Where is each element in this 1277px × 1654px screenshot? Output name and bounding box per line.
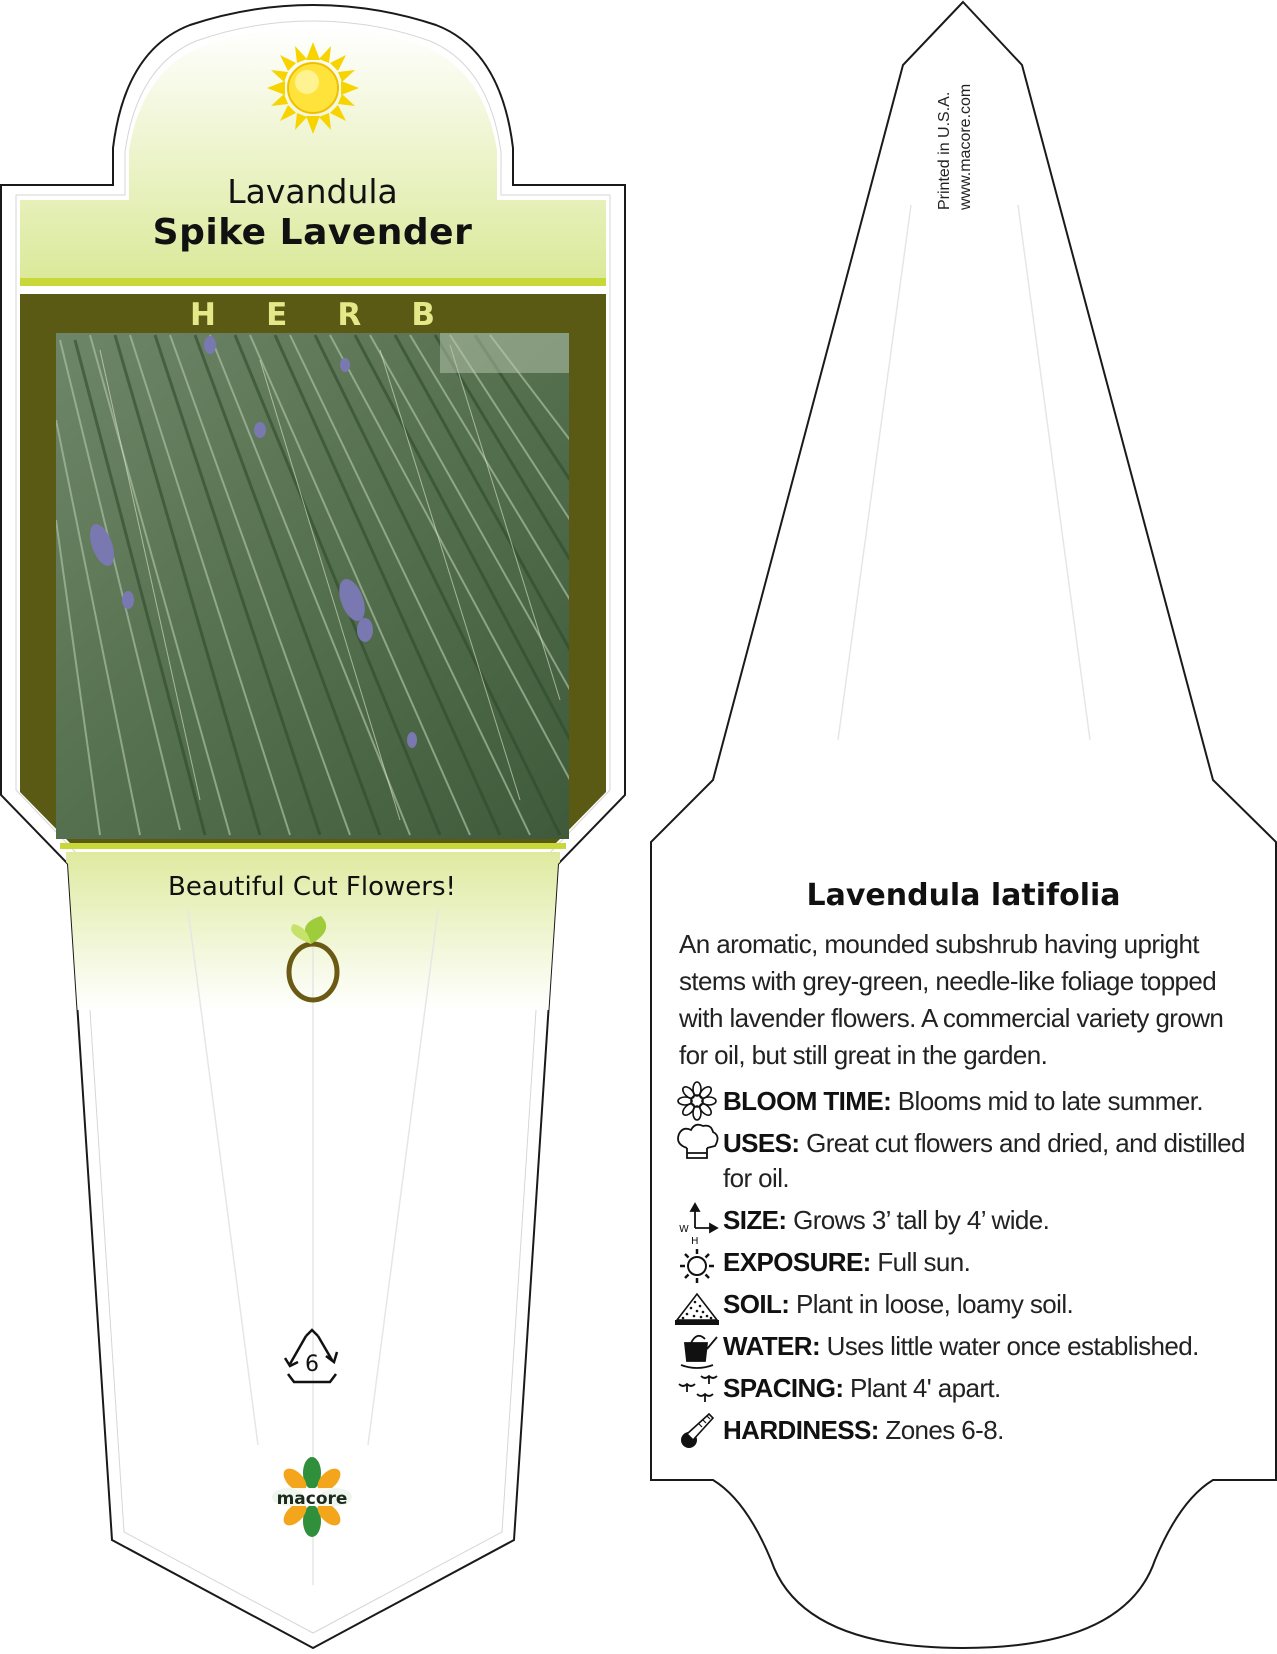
printed-line: Printed in U.S.A. [936,91,953,210]
attr-uses [679,1126,1254,1196]
category-letter: B [411,297,435,333]
attr-label: SPACING: [723,1373,844,1403]
attr-size [679,1203,1254,1238]
attr-spacing [679,1371,1254,1406]
printed-info [934,84,976,210]
svg-text:W: W [679,1224,689,1235]
attr-value: Grows 3’ tall by 4’ wide. [786,1205,1050,1235]
category-letter: R [337,297,362,333]
attr-value: Uses little water once established. [820,1331,1199,1361]
attr-label: WATER: [723,1331,821,1361]
plant-description: An aromatic, mounded subshrub having upright stems with grey-green, needle-like foliage topped with lavender flowers. A commercial variety grown for oil, but still great in the garden. [679,929,1224,1070]
attr-bloom-time [679,1084,1254,1119]
attr-hardiness [679,1413,1254,1448]
website-line: www.macore.com [957,83,974,210]
attr-label: SOIL: [723,1289,790,1319]
common-name: Spike Lavender [152,212,473,253]
attr-value: Blooms mid to late summer. [891,1086,1203,1116]
genus-name: Lavandula [227,172,398,211]
brand-name: macore [276,1489,348,1509]
attr-label: EXPOSURE: [723,1247,871,1277]
attr-exposure [679,1245,1254,1280]
category-letter: E [266,297,288,333]
attr-value: Zones 6-8. [878,1415,1004,1445]
attr-soil [679,1287,1254,1322]
attr-value: Great cut flowers and dried, and distilled for oil. [723,1128,1245,1193]
attr-value: Plant in loose, loamy soil. [789,1289,1074,1319]
attr-label: BLOOM TIME: [723,1086,892,1116]
tagline: Beautiful Cut Flowers! [168,872,456,902]
attr-label: HARDINESS: [723,1415,879,1445]
botanical-name: Lavendula latifolia [806,878,1121,913]
sun-icon [267,42,359,134]
category-letter: H [190,297,216,333]
attr-water [679,1329,1254,1364]
svg-text:H: H [691,1236,699,1247]
attr-value: Plant 4' apart. [843,1373,1001,1403]
attr-value: Full sun. [870,1247,971,1277]
attr-label: USES: [723,1128,800,1158]
attribute-list [679,1084,1254,1455]
recycle-number: 6 [305,1352,319,1377]
category-label [190,297,435,333]
attr-label: SIZE: [723,1205,787,1235]
plant-photo [56,333,570,839]
